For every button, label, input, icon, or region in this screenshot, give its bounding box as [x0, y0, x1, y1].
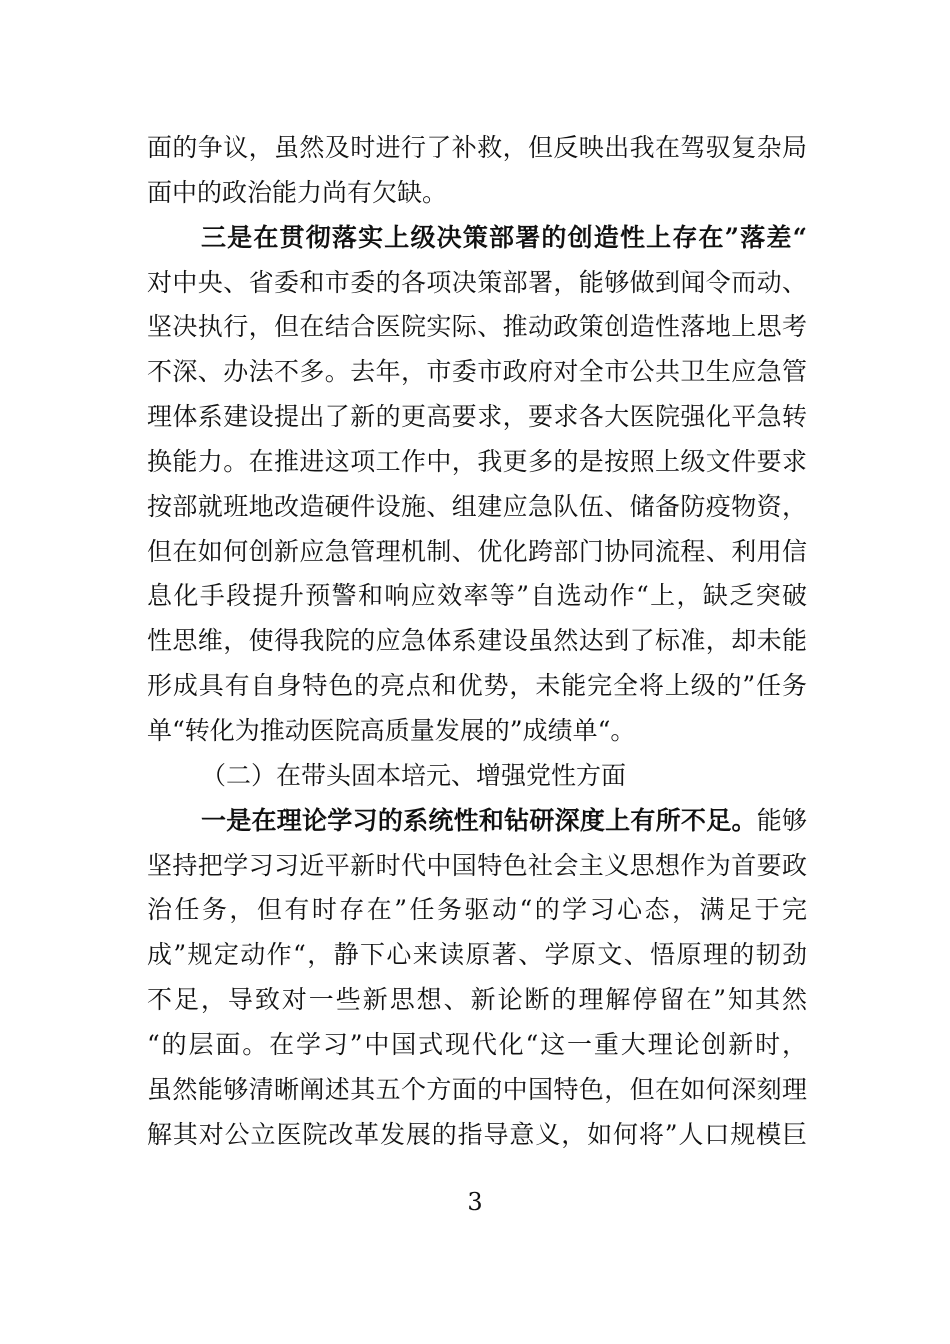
text-line: 不足，导致对一些新思想、新论断的理解停留在”知其然 [147, 985, 807, 1015]
bold-lead: 一是在理论学习的系统性和钻研深度上有所不足。 [201, 805, 757, 835]
document-body [147, 126, 807, 1157]
text-line: 虽然能够清晰阐述其五个方面的中国特色，但在如何深刻理 [147, 1074, 807, 1104]
text-line: 坚持把学习习近平新时代中国特色社会主义思想作为首要政 [147, 850, 807, 880]
page-number: 3 [467, 1188, 483, 1216]
text-line: 治任务，但有时存在”任务驱动“的学习心态，满足于完 [147, 895, 807, 925]
text-line: 按部就班地改造硬件设施、组建应急队伍、储备防疫物资， [147, 491, 807, 521]
lead-rest: 能够 [756, 805, 807, 835]
text-line: 面的争议，虽然及时进行了补救，但反映出我在驾驭复杂局 [147, 133, 807, 162]
text-line: 性思维，使得我院的应急体系建设虽然达到了标准，却未能 [147, 626, 807, 656]
text-line: 对中央、省委和市委的各项决策部署，能够做到闻令而动、 [147, 267, 807, 297]
text-line: 息化手段提升预警和响应效率等”自选动作“上，缺乏突破 [147, 581, 807, 611]
section-title: （二）在带头固本培元、增强党性方面 [201, 760, 627, 790]
text-line: 单“转化为推动医院高质量发展的”成绩单“。 [147, 715, 636, 745]
paragraph-heading: 三是在贯彻落实上级决策部署的创造性上存在”落差“ [201, 222, 807, 252]
text-line: 面中的政治能力尚有欠缺。 [147, 177, 448, 207]
text-line: 但在如何创新应急管理机制、优化跨部门协同流程、利用信 [147, 536, 807, 566]
text-line: 坚决执行，但在结合医院实际、推动政策创造性落地上思考 [147, 312, 807, 342]
text-line: “的层面。在学习”中国式现代化“这一重大理论创新时， [147, 1029, 807, 1059]
text-line: 形成具有自身特色的亮点和优势，未能完全将上级的”任务 [147, 671, 807, 701]
text-line: 换能力。在推进这项工作中，我更多的是按照上级文件要求 [147, 446, 807, 476]
text-line: 解其对公立医院改革发展的指导意义，如何将”人口规模巨 [147, 1119, 807, 1149]
text-line: 不深、办法不多。去年，市委市政府对全市公共卫生应急管 [147, 357, 807, 387]
paragraph-lead-line [147, 799, 807, 844]
text-line: 成”规定动作“，静下心来读原著、学原文、悟原理的韧劲 [147, 940, 807, 970]
text-line: 理体系建设提出了新的更高要求，要求各大医院强化平急转 [147, 402, 807, 432]
